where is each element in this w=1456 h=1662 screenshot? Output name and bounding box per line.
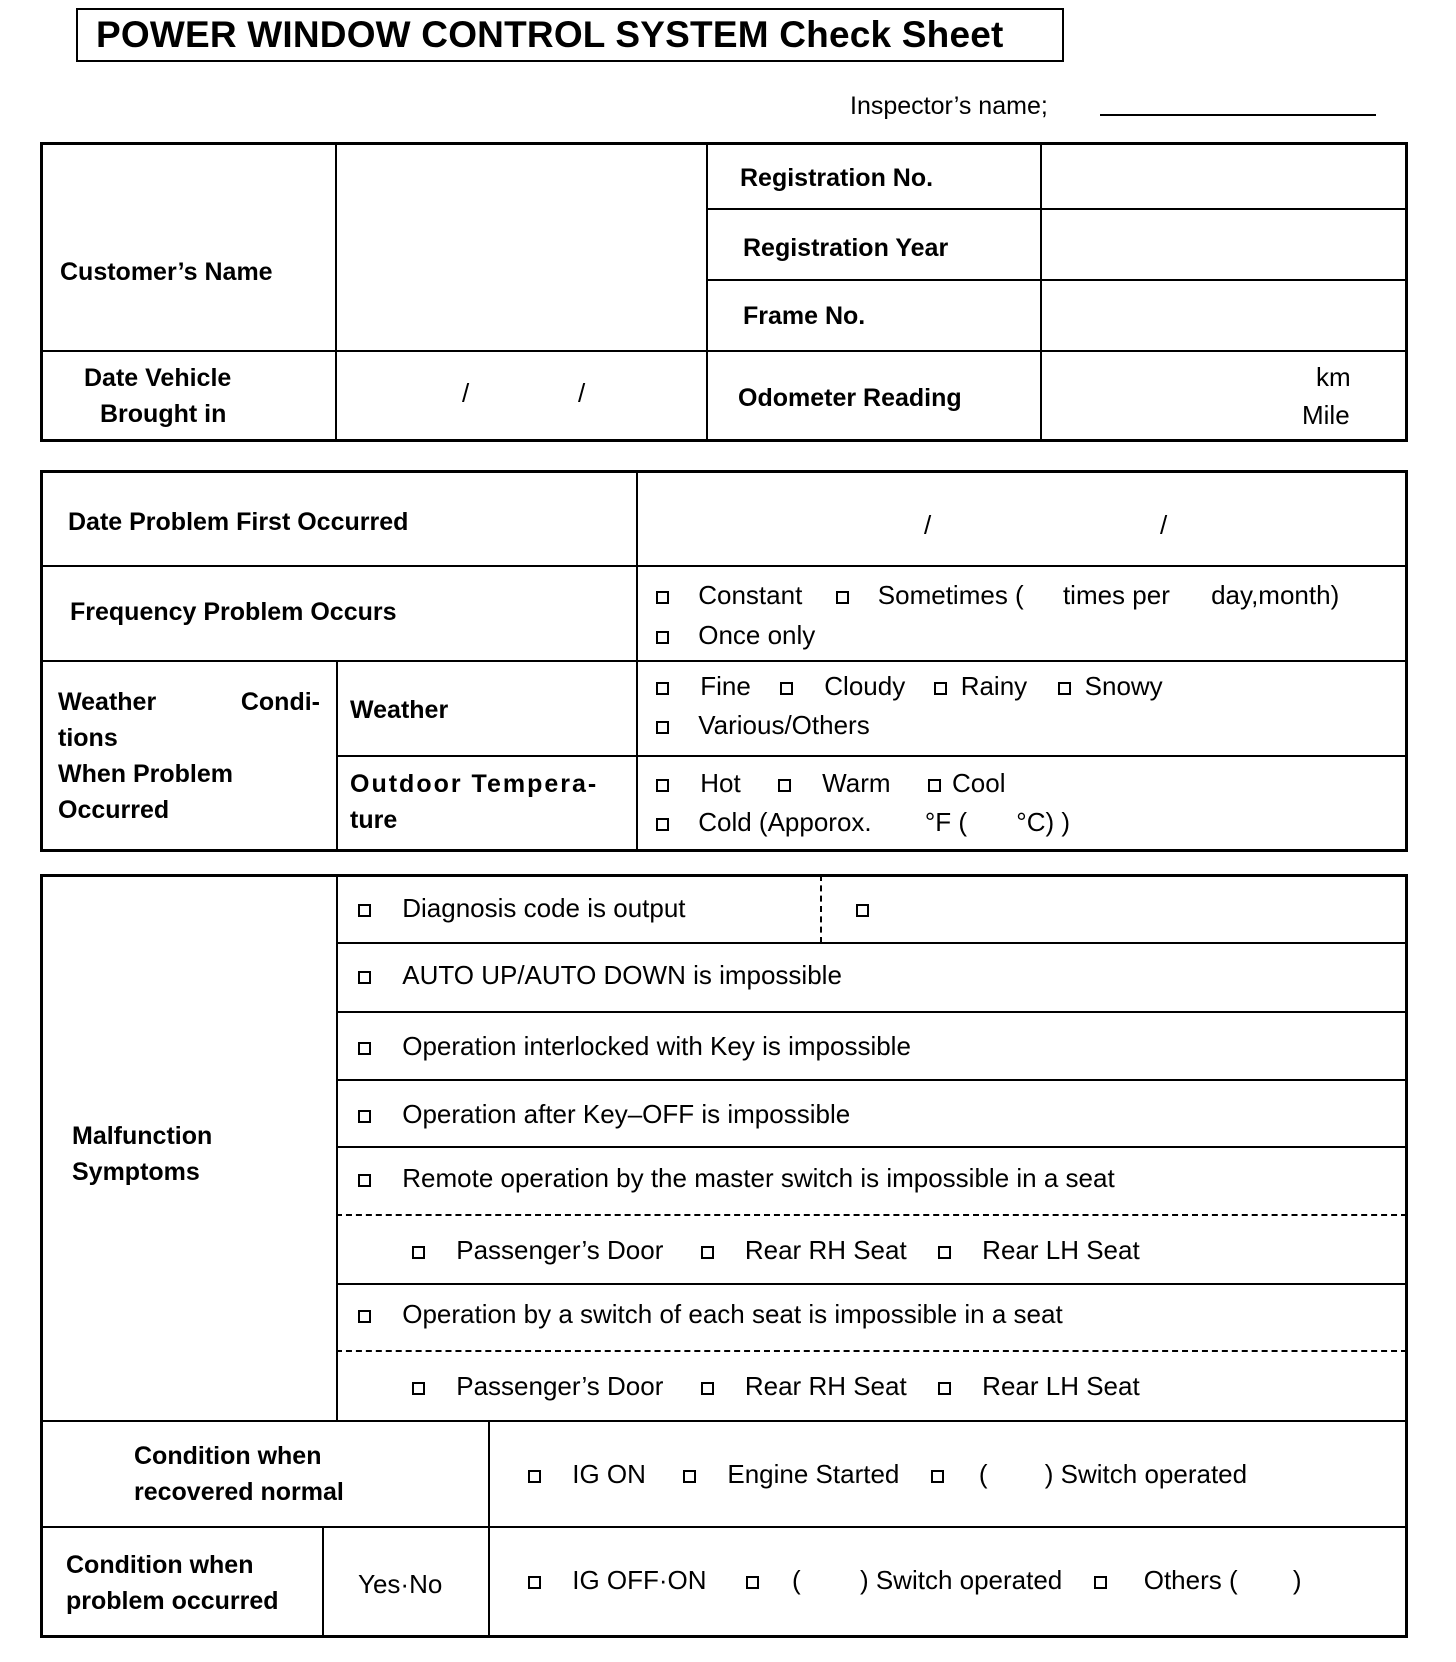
- yes-no-label: Yes·No: [358, 1569, 443, 1599]
- km-unit: km: [1316, 362, 1351, 392]
- page-title: POWER WINDOW CONTROL SYSTEM Check Sheet: [76, 8, 1064, 62]
- date-brought-label-1: Date Vehicle: [84, 364, 232, 392]
- weather-conditions-label: tions: [58, 724, 118, 752]
- customer-name-label: Customer’s Name: [60, 258, 273, 286]
- checkbox-ig-on[interactable]: [528, 1470, 541, 1483]
- mile-unit: Mile: [1302, 400, 1350, 430]
- date-separator: /: [1160, 510, 1168, 540]
- symptom-keyoff: Operation after Key–OFF is impossible: [358, 1097, 850, 1131]
- checkbox-each-passenger[interactable]: [412, 1382, 425, 1395]
- occurred-options: IG OFF·ON ( ) Switch operated Others ( ): [528, 1563, 1302, 1597]
- each-seat-options: Passenger’s Door Rear RH Seat Rear LH Seat: [412, 1369, 1140, 1403]
- frame-no-label: Frame No.: [743, 302, 866, 330]
- weather-row-2: Various/Others: [656, 708, 870, 742]
- frequency-label: Frequency Problem Occurs: [70, 598, 397, 626]
- checkbox-diag-extra[interactable]: [856, 904, 869, 917]
- first-occurred-label: Date Problem First Occurred: [68, 508, 409, 536]
- remote-seat-options: Passenger’s Door Rear RH Seat Rear LH Seat: [412, 1233, 1140, 1267]
- weather-conditions-label: Weather Condi-: [58, 688, 320, 716]
- frame-no-field[interactable]: [1044, 283, 1404, 347]
- checkbox-hot[interactable]: [656, 779, 669, 792]
- checkbox-remote-rear-rh[interactable]: [701, 1246, 714, 1259]
- temp-row-1: Hot Warm Cool: [656, 766, 1005, 800]
- malfunction-label: Symptoms: [72, 1158, 200, 1186]
- checkbox-each-rear-lh[interactable]: [938, 1382, 951, 1395]
- customer-name-field[interactable]: [340, 146, 702, 346]
- checkbox-sometimes[interactable]: [836, 591, 849, 604]
- checkbox-recovered-switch[interactable]: [931, 1470, 944, 1483]
- inspector-name-field[interactable]: [1100, 114, 1376, 116]
- registration-no-field[interactable]: [1044, 146, 1404, 206]
- registration-year-field[interactable]: [1044, 212, 1404, 276]
- recovered-label: recovered normal: [134, 1478, 344, 1506]
- symptom-interlock: Operation interlocked with Key is impossible: [358, 1029, 911, 1063]
- checkbox-snowy[interactable]: [1058, 682, 1071, 695]
- checkbox-cool[interactable]: [928, 779, 941, 792]
- checkbox-ig-off-on[interactable]: [528, 1576, 541, 1589]
- symptom-diag: Diagnosis code is output: [358, 891, 686, 925]
- registration-no-label: Registration No.: [740, 164, 934, 192]
- date-brought-label-2: Brought in: [100, 400, 227, 428]
- occurred-label: problem occurred: [66, 1587, 279, 1615]
- symptom-diag-extra: [856, 891, 869, 925]
- weather-conditions-label: Occurred: [58, 796, 170, 824]
- weather-conditions-label: When Problem: [58, 760, 234, 788]
- symptom-remote: Remote operation by the master switch is impossible in a seat: [358, 1161, 1115, 1195]
- checkbox-each-rear-rh[interactable]: [701, 1382, 714, 1395]
- date-separator: /: [924, 510, 932, 540]
- odometer-label: Odometer Reading: [738, 384, 962, 412]
- checkbox-once-only[interactable]: [656, 631, 669, 644]
- frequency-row-1: Constant Sometimes ( times per day,month): [656, 578, 1339, 612]
- checkbox-warm[interactable]: [778, 779, 791, 792]
- checkbox-various[interactable]: [656, 721, 669, 734]
- date-separator: /: [462, 378, 470, 408]
- frequency-row-2: Once only: [656, 618, 815, 652]
- checkbox-keyoff[interactable]: [358, 1110, 371, 1123]
- inspector-label: Inspector’s name;: [850, 92, 1048, 120]
- symptom-each-seat: Operation by a switch of each seat is impossible in a seat: [358, 1297, 1063, 1331]
- checkbox-auto[interactable]: [358, 971, 371, 984]
- occurred-label: Condition when: [66, 1551, 254, 1579]
- registration-year-label: Registration Year: [743, 234, 949, 262]
- checkbox-diag[interactable]: [358, 904, 371, 917]
- checkbox-constant[interactable]: [656, 591, 669, 604]
- date-separator: /: [578, 378, 586, 408]
- temp-row-2: Cold (Apporox. °F ( °C) ): [656, 805, 1070, 839]
- checkbox-rainy[interactable]: [934, 682, 947, 695]
- checkbox-cold[interactable]: [656, 818, 669, 831]
- outdoor-temp-label: ture: [350, 806, 398, 834]
- checkbox-interlock[interactable]: [358, 1042, 371, 1055]
- checkbox-remote-passenger[interactable]: [412, 1246, 425, 1259]
- checkbox-fine[interactable]: [656, 682, 669, 695]
- checkbox-cloudy[interactable]: [780, 682, 793, 695]
- symptom-auto: AUTO UP/AUTO DOWN is impossible: [358, 958, 842, 992]
- recovered-options: IG ON Engine Started ( ) Switch operated: [528, 1457, 1247, 1491]
- recovered-label: Condition when: [134, 1442, 322, 1470]
- checkbox-occurred-switch[interactable]: [746, 1576, 759, 1589]
- weather-row-1: Fine Cloudy Rainy Snowy: [656, 669, 1163, 703]
- checkbox-others[interactable]: [1094, 1576, 1107, 1589]
- outdoor-temp-label: Outdoor Tempera-: [350, 770, 599, 798]
- malfunction-label: Malfunction: [72, 1122, 213, 1150]
- checkbox-each-seat[interactable]: [358, 1310, 371, 1323]
- checkbox-remote[interactable]: [358, 1174, 371, 1187]
- weather-label: Weather: [350, 696, 449, 724]
- checkbox-engine-started[interactable]: [683, 1470, 696, 1483]
- checkbox-remote-rear-lh[interactable]: [938, 1246, 951, 1259]
